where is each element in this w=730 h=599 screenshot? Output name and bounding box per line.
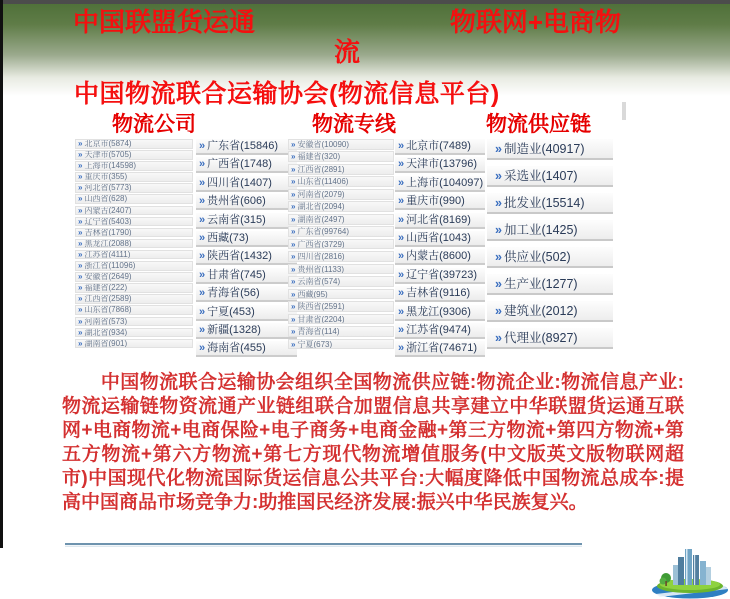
list-item[interactable] xyxy=(196,213,297,229)
list-item-label: 采选业(1407) xyxy=(503,169,578,183)
list-item-label: 青海省(56) xyxy=(207,287,260,300)
list-item[interactable] xyxy=(75,172,193,182)
double-arrow-icon: » xyxy=(495,331,502,345)
list-item[interactable] xyxy=(75,194,193,204)
list-item[interactable] xyxy=(196,305,297,321)
list-item-label: 广西省(1748) xyxy=(207,158,272,171)
list-item[interactable] xyxy=(395,249,485,265)
double-arrow-icon: » xyxy=(199,176,206,189)
list-item[interactable] xyxy=(487,166,613,187)
banner-title-wrap-char: 流 xyxy=(333,37,360,67)
list-item[interactable] xyxy=(75,283,193,293)
companies-region-list-right xyxy=(196,139,297,360)
list-item-label: 天津市(5705) xyxy=(84,150,132,160)
list-item-label: 广东省(99764) xyxy=(297,227,350,237)
double-arrow-icon: » xyxy=(291,264,296,274)
lines-region-list-right xyxy=(395,139,485,360)
list-item-label: 黑龙江(2088) xyxy=(84,238,132,248)
list-item[interactable] xyxy=(196,194,297,210)
list-item[interactable] xyxy=(196,231,297,247)
double-arrow-icon: » xyxy=(398,195,405,208)
double-arrow-icon: » xyxy=(199,158,206,171)
list-item[interactable] xyxy=(75,317,193,327)
list-item-label: 批发业(15514) xyxy=(503,196,585,210)
list-item[interactable] xyxy=(395,231,485,247)
list-item-label: 山东省(7868) xyxy=(84,305,132,315)
list-item-label: 重庆市(990) xyxy=(406,195,465,208)
list-item-label: 四川省(2816) xyxy=(297,252,345,262)
double-arrow-icon: » xyxy=(78,305,83,315)
list-item-label: 青海省(114) xyxy=(297,327,340,337)
double-arrow-icon: » xyxy=(398,213,405,226)
list-item[interactable] xyxy=(75,305,193,315)
list-item-label: 贵州省(606) xyxy=(207,195,266,208)
list-item-label: 安徽省(10090) xyxy=(297,140,350,149)
list-item-label: 江苏省(4111) xyxy=(84,249,131,259)
double-arrow-icon: » xyxy=(78,227,83,237)
list-item[interactable] xyxy=(395,139,485,155)
banner-title-left: 中国联盟货运通 xyxy=(73,7,256,37)
double-arrow-icon: » xyxy=(291,339,296,349)
double-arrow-icon: » xyxy=(398,305,405,318)
scrollbar-nub xyxy=(622,102,626,120)
list-item[interactable] xyxy=(395,286,485,302)
double-arrow-icon: » xyxy=(398,268,405,281)
list-item-label: 辽宁省(39723) xyxy=(406,268,478,281)
list-item[interactable] xyxy=(395,213,485,229)
list-item-label: 内蒙古(8600) xyxy=(406,250,471,263)
double-arrow-icon: » xyxy=(398,140,405,152)
city-buildings-illustration xyxy=(650,545,730,599)
double-arrow-icon: » xyxy=(291,214,296,224)
list-item[interactable] xyxy=(75,328,193,338)
list-item[interactable] xyxy=(75,228,193,238)
double-arrow-icon: » xyxy=(78,150,83,160)
list-item[interactable] xyxy=(75,183,193,193)
double-arrow-icon: » xyxy=(495,250,502,264)
list-item[interactable] xyxy=(75,261,193,271)
list-item[interactable] xyxy=(487,193,613,214)
double-arrow-icon: » xyxy=(78,294,83,304)
list-item[interactable] xyxy=(196,176,297,192)
list-item[interactable] xyxy=(288,189,394,200)
list-item[interactable] xyxy=(75,294,193,304)
companies-region-list-left xyxy=(75,139,193,350)
list-item[interactable] xyxy=(196,139,297,155)
list-item[interactable] xyxy=(75,272,193,282)
double-arrow-icon: » xyxy=(291,140,296,149)
list-item[interactable] xyxy=(395,305,485,321)
list-item[interactable] xyxy=(196,341,297,357)
lines-region-list-left xyxy=(288,139,394,351)
list-item[interactable] xyxy=(196,157,297,173)
list-item-label: 江西省(2891) xyxy=(297,164,345,174)
section-header-companies: 物流公司 xyxy=(112,113,196,136)
list-item[interactable] xyxy=(75,250,193,260)
list-item[interactable] xyxy=(288,264,394,275)
list-item-label: 内蒙古(2407) xyxy=(84,205,132,215)
banner-title-right: 物联网+电商物 xyxy=(449,7,621,37)
list-item-label: 河南省(2079) xyxy=(297,189,345,199)
list-item-label: 山西省(628) xyxy=(84,194,128,204)
list-item-label: 河北省(8169) xyxy=(406,213,471,226)
list-item[interactable] xyxy=(487,328,613,349)
double-arrow-icon: » xyxy=(495,304,502,318)
list-item-label: 西藏(95) xyxy=(297,289,328,299)
list-item-label: 宁夏(453) xyxy=(207,305,255,318)
double-arrow-icon: » xyxy=(199,195,206,208)
double-arrow-icon: » xyxy=(291,302,296,312)
double-arrow-icon: » xyxy=(291,239,296,249)
double-arrow-icon: » xyxy=(78,172,83,182)
list-item[interactable] xyxy=(395,323,485,339)
list-item[interactable] xyxy=(196,286,297,302)
list-item[interactable] xyxy=(288,251,394,262)
list-item[interactable] xyxy=(288,214,394,225)
list-item-label: 上海市(14598) xyxy=(84,161,137,171)
double-arrow-icon: » xyxy=(199,250,206,263)
list-item-label: 黑龙江(9306) xyxy=(406,305,471,318)
list-item[interactable] xyxy=(288,239,394,250)
list-item[interactable] xyxy=(288,226,394,237)
list-item-label: 建筑业(2012) xyxy=(503,304,578,318)
list-item-label: 北京市(7489) xyxy=(406,140,471,152)
double-arrow-icon: » xyxy=(78,316,83,326)
list-item[interactable] xyxy=(288,276,394,287)
list-item[interactable] xyxy=(487,139,613,160)
double-arrow-icon: » xyxy=(78,283,83,293)
list-item-label: 广东省(15846) xyxy=(207,140,279,152)
double-arrow-icon: » xyxy=(78,161,83,171)
list-item[interactable] xyxy=(288,151,394,162)
list-item-label: 江苏省(9474) xyxy=(406,323,471,336)
list-item-label: 河南省(573) xyxy=(84,316,128,326)
list-item-label: 浙江省(74671) xyxy=(406,342,478,355)
list-item[interactable] xyxy=(395,157,485,173)
list-item-label: 吉林省(9116) xyxy=(406,287,471,300)
double-arrow-icon: » xyxy=(78,249,83,259)
list-item-label: 辽宁省(5403) xyxy=(84,216,132,226)
double-arrow-icon: » xyxy=(199,231,206,244)
list-item-label: 加工业(1425) xyxy=(503,223,578,237)
double-arrow-icon: » xyxy=(78,261,83,271)
list-item[interactable] xyxy=(75,206,193,216)
list-item[interactable] xyxy=(75,161,193,171)
list-item[interactable] xyxy=(288,139,394,150)
double-arrow-icon: » xyxy=(398,176,405,189)
list-item[interactable] xyxy=(288,339,394,350)
double-arrow-icon: » xyxy=(495,142,502,156)
list-item-label: 吉林省(1790) xyxy=(84,227,132,237)
double-arrow-icon: » xyxy=(199,305,206,318)
list-item-label: 西藏(73) xyxy=(207,231,249,244)
double-arrow-icon: » xyxy=(199,287,206,300)
double-arrow-icon: » xyxy=(199,342,206,355)
double-arrow-icon: » xyxy=(291,252,296,262)
list-item-label: 北京市(5874) xyxy=(84,139,132,148)
list-item[interactable] xyxy=(487,247,613,268)
double-arrow-icon: » xyxy=(291,189,296,199)
double-arrow-icon: » xyxy=(78,139,83,148)
list-item[interactable] xyxy=(395,341,485,357)
double-arrow-icon: » xyxy=(199,268,206,281)
double-arrow-icon: » xyxy=(398,250,405,263)
list-item-label: 上海市(104097) xyxy=(406,176,484,189)
section-header-supply-chain: 物流供应链 xyxy=(486,113,591,136)
double-arrow-icon: » xyxy=(495,169,502,183)
list-item-label: 宁夏(673) xyxy=(297,339,333,349)
list-item-label: 供应业(502) xyxy=(503,250,571,264)
list-item-label: 云南省(315) xyxy=(207,213,266,226)
list-item[interactable] xyxy=(196,268,297,287)
double-arrow-icon: » xyxy=(78,272,83,282)
list-item[interactable] xyxy=(196,249,297,265)
list-item-label: 甘肃省(2204) xyxy=(297,314,345,324)
list-item-label: 福建省(222) xyxy=(84,283,128,293)
list-item[interactable] xyxy=(288,289,394,300)
list-item[interactable] xyxy=(487,220,613,241)
double-arrow-icon: » xyxy=(291,327,296,337)
list-item-label: 重庆市(355) xyxy=(84,172,128,182)
section-header-lines: 物流专线 xyxy=(312,113,396,136)
list-item-label: 海南省(455) xyxy=(207,342,266,355)
list-item-label: 湖南省(901) xyxy=(84,338,128,348)
double-arrow-icon: » xyxy=(398,342,405,355)
list-item-label: 福建省(320) xyxy=(297,152,341,162)
double-arrow-icon: » xyxy=(78,238,83,248)
list-item-label: 新疆(1328) xyxy=(207,323,261,336)
list-item-label: 河北省(5773) xyxy=(84,183,132,193)
double-arrow-icon: » xyxy=(495,196,502,210)
double-arrow-icon: » xyxy=(291,314,296,324)
intro-paragraph: 中国物流联合运输协会组织全国物流供应链:物流企业:物流信息产业:物流运输链物资流通产业链组联合加盟信息共享建立中华联盟货运通互联网+电商物流+电商保险+电子商务+电商金融+第三方物流+第四方物流+第五方物流+第六方物流+第七方现代物流增值服务(中文版英文版物联网超市)中国现代化物流国际货运信息公共平台:大幅度降低中国物流总成夲:提高中国商品市场竞争力:助推国民经济发展:振兴中华民族复兴。 xyxy=(62,372,684,513)
list-item-label: 四川省(1407) xyxy=(207,176,272,189)
double-arrow-icon: » xyxy=(199,140,206,152)
double-arrow-icon: » xyxy=(398,158,405,171)
list-item[interactable] xyxy=(487,274,613,295)
banner-titles-row xyxy=(73,7,621,37)
list-item-label: 生产业(1277) xyxy=(503,277,578,291)
list-item-label: 云南省(574) xyxy=(297,277,341,287)
double-arrow-icon: » xyxy=(78,216,83,226)
list-item[interactable] xyxy=(288,301,394,312)
list-item-label: 山东省(11406) xyxy=(297,177,349,187)
list-item[interactable] xyxy=(288,326,394,337)
list-item-label: 湖北省(2094) xyxy=(297,202,345,212)
list-item-label: 甘肃省(745) xyxy=(207,268,266,281)
list-item-label: 安徽省(2649) xyxy=(84,272,132,282)
double-arrow-icon: » xyxy=(78,205,83,215)
double-arrow-icon: » xyxy=(291,202,296,212)
double-arrow-icon: » xyxy=(199,213,206,226)
list-item-label: 广西省(3729) xyxy=(297,239,345,249)
supply-chain-industry-list xyxy=(487,139,613,355)
list-item[interactable] xyxy=(395,176,485,192)
list-item-label: 制造业(40917) xyxy=(503,142,585,156)
double-arrow-icon: » xyxy=(495,223,502,237)
list-item-label: 代理业(8927) xyxy=(503,331,578,345)
list-item[interactable] xyxy=(75,239,193,249)
list-item[interactable] xyxy=(288,176,394,187)
list-item[interactable] xyxy=(288,314,394,325)
list-item-label: 浙江省(11096) xyxy=(84,261,136,271)
list-item[interactable] xyxy=(75,217,193,227)
list-item[interactable] xyxy=(75,339,193,349)
list-item[interactable] xyxy=(487,301,613,322)
double-arrow-icon: » xyxy=(78,338,83,348)
list-item[interactable] xyxy=(288,164,394,175)
list-item[interactable] xyxy=(395,268,485,284)
double-arrow-icon: » xyxy=(398,287,405,300)
double-arrow-icon: » xyxy=(291,164,296,174)
double-arrow-icon: » xyxy=(78,183,83,193)
double-arrow-icon: » xyxy=(291,177,296,187)
double-arrow-icon: » xyxy=(291,227,296,237)
list-item[interactable] xyxy=(395,194,485,210)
list-item-label: 江西省(2589) xyxy=(84,294,132,304)
list-item-label: 湖北省(934) xyxy=(84,327,128,337)
list-item-label: 湖南省(2497) xyxy=(297,214,345,224)
bottom-divider-rule xyxy=(65,543,582,547)
list-item[interactable] xyxy=(196,323,297,339)
double-arrow-icon: » xyxy=(398,323,405,336)
double-arrow-icon: » xyxy=(398,231,405,244)
list-item-label: 陕西省(1432) xyxy=(207,250,272,263)
list-item-label: 陕西省(2591) xyxy=(297,302,345,312)
double-arrow-icon: » xyxy=(495,277,502,291)
double-arrow-icon: » xyxy=(291,152,296,162)
list-item[interactable] xyxy=(75,150,193,160)
list-item[interactable] xyxy=(288,201,394,212)
list-item-label: 山西省(1043) xyxy=(406,231,471,244)
double-arrow-icon: » xyxy=(291,289,296,299)
page-title: 中国物流联合运输协会(物流信息平台) xyxy=(74,80,500,108)
list-item[interactable] xyxy=(75,139,193,149)
double-arrow-icon: » xyxy=(291,277,296,287)
double-arrow-icon: » xyxy=(78,194,83,204)
double-arrow-icon: » xyxy=(199,323,206,336)
list-item-label: 贵州省(1133) xyxy=(297,264,344,274)
list-item-label: 天津市(13796) xyxy=(406,158,478,171)
double-arrow-icon: » xyxy=(78,327,83,337)
